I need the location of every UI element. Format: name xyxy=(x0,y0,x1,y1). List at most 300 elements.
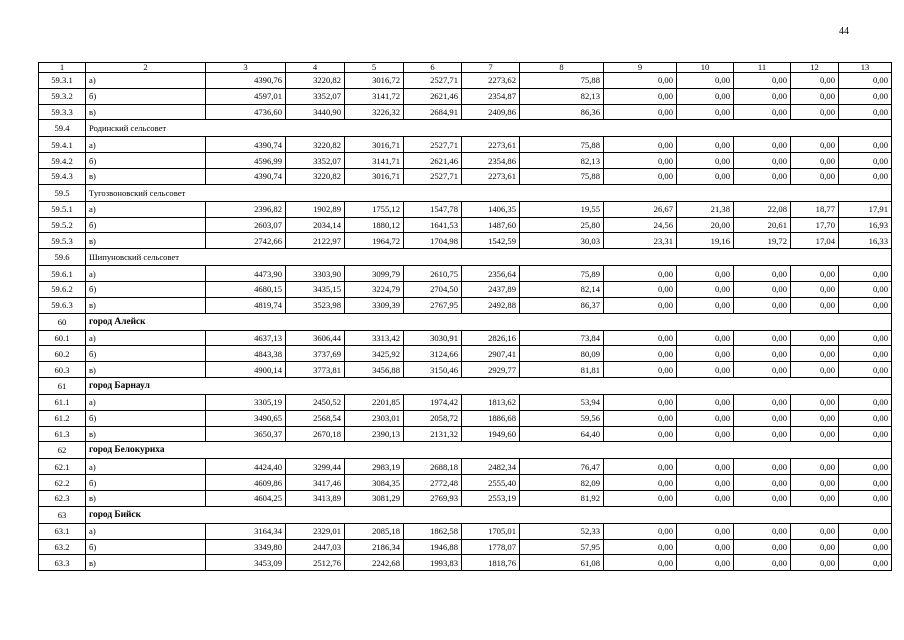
value-cell: 0,00 xyxy=(604,362,677,378)
value-cell: 0,00 xyxy=(734,104,791,120)
row-variant: б) xyxy=(86,475,206,491)
row-variant: в) xyxy=(86,490,206,506)
value-cell: 3352,07 xyxy=(286,153,345,169)
value-cell: 0,00 xyxy=(604,426,677,442)
value-cell: 3453,09 xyxy=(206,555,286,571)
page-number: 44 xyxy=(839,26,849,37)
value-cell: 0,00 xyxy=(839,410,892,426)
value-cell: 0,00 xyxy=(839,73,892,89)
row-variant: в) xyxy=(86,362,206,378)
value-cell: 2621,46 xyxy=(404,88,462,104)
value-cell: 76,47 xyxy=(520,459,604,475)
value-cell: 3084,35 xyxy=(345,475,404,491)
table-row xyxy=(39,281,892,297)
value-cell: 0,00 xyxy=(791,555,839,571)
value-cell: 2058,72 xyxy=(404,410,462,426)
value-cell: 4424,40 xyxy=(206,459,286,475)
value-cell: 0,00 xyxy=(604,281,677,297)
value-cell: 4736,60 xyxy=(206,104,286,120)
value-cell: 2273,61 xyxy=(462,168,520,184)
value-cell: 0,00 xyxy=(677,394,734,410)
value-cell: 2122,97 xyxy=(286,233,345,249)
section-row xyxy=(39,120,892,137)
value-cell: 0,00 xyxy=(791,88,839,104)
value-cell: 0,00 xyxy=(734,297,791,313)
value-cell: 20,00 xyxy=(677,217,734,233)
value-cell: 1946,88 xyxy=(404,539,462,555)
value-cell: 2186,34 xyxy=(345,539,404,555)
section-row xyxy=(39,313,892,330)
value-cell: 0,00 xyxy=(604,459,677,475)
column-header: 3 xyxy=(206,63,286,73)
value-cell: 0,00 xyxy=(604,153,677,169)
value-cell: 0,00 xyxy=(604,73,677,89)
table-body xyxy=(39,73,892,571)
table-row xyxy=(39,475,892,491)
value-cell: 17,91 xyxy=(839,201,892,217)
table-row xyxy=(39,394,892,410)
value-cell: 3349,80 xyxy=(206,539,286,555)
value-cell: 4819,74 xyxy=(206,297,286,313)
value-cell: 3650,37 xyxy=(206,426,286,442)
table-row xyxy=(39,346,892,362)
value-cell: 0,00 xyxy=(839,459,892,475)
value-cell: 0,00 xyxy=(604,394,677,410)
section-code: 61 xyxy=(39,377,86,394)
value-cell: 0,00 xyxy=(677,346,734,362)
value-cell: 2527,71 xyxy=(404,137,462,153)
value-cell: 1755,12 xyxy=(345,201,404,217)
value-cell: 3417,46 xyxy=(286,475,345,491)
value-cell: 0,00 xyxy=(791,266,839,282)
value-cell: 0,00 xyxy=(734,459,791,475)
value-cell: 3164,34 xyxy=(206,523,286,539)
value-cell: 1705,01 xyxy=(462,523,520,539)
value-cell: 2437,89 xyxy=(462,281,520,297)
value-cell: 2512,76 xyxy=(286,555,345,571)
value-cell: 1818,76 xyxy=(462,555,520,571)
value-cell: 3303,90 xyxy=(286,266,345,282)
value-cell: 59,56 xyxy=(520,410,604,426)
value-cell: 2568,54 xyxy=(286,410,345,426)
value-cell: 0,00 xyxy=(839,426,892,442)
value-cell: 0,00 xyxy=(791,475,839,491)
value-cell: 0,00 xyxy=(839,523,892,539)
value-cell: 3220,82 xyxy=(286,73,345,89)
value-cell: 3490,65 xyxy=(206,410,286,426)
column-header: 8 xyxy=(520,63,604,73)
value-cell: 0,00 xyxy=(677,523,734,539)
value-cell: 0,00 xyxy=(839,88,892,104)
table-row xyxy=(39,266,892,282)
value-cell: 1993,83 xyxy=(404,555,462,571)
value-cell: 2492,88 xyxy=(462,297,520,313)
value-cell: 0,00 xyxy=(604,168,677,184)
value-cell: 0,00 xyxy=(791,523,839,539)
value-cell: 3435,15 xyxy=(286,281,345,297)
value-cell: 0,00 xyxy=(839,168,892,184)
value-cell: 0,00 xyxy=(734,555,791,571)
row-code: 59.6.3 xyxy=(39,297,86,313)
value-cell: 4637,13 xyxy=(206,330,286,346)
value-cell: 2769,93 xyxy=(404,490,462,506)
value-cell: 2329,01 xyxy=(286,523,345,539)
value-cell: 0,00 xyxy=(734,346,791,362)
value-cell: 0,00 xyxy=(839,475,892,491)
value-cell: 4473,90 xyxy=(206,266,286,282)
table-row xyxy=(39,137,892,153)
value-cell: 3352,07 xyxy=(286,88,345,104)
row-variant: б) xyxy=(86,346,206,362)
section-row xyxy=(39,442,892,459)
row-variant: а) xyxy=(86,266,206,282)
value-cell: 0,00 xyxy=(839,266,892,282)
value-cell: 0,00 xyxy=(604,88,677,104)
value-cell: 0,00 xyxy=(677,73,734,89)
value-cell: 2482,34 xyxy=(462,459,520,475)
row-code: 61.1 xyxy=(39,394,86,410)
value-cell: 3016,72 xyxy=(345,73,404,89)
table-row xyxy=(39,233,892,249)
row-variant: в) xyxy=(86,104,206,120)
value-cell: 75,88 xyxy=(520,137,604,153)
value-cell: 2555,40 xyxy=(462,475,520,491)
row-variant: б) xyxy=(86,539,206,555)
section-row xyxy=(39,506,892,523)
value-cell: 2201,85 xyxy=(345,394,404,410)
value-cell: 0,00 xyxy=(839,362,892,378)
value-cell: 2273,61 xyxy=(462,137,520,153)
value-cell: 1813,62 xyxy=(462,394,520,410)
value-cell: 2085,18 xyxy=(345,523,404,539)
value-cell: 2356,64 xyxy=(462,266,520,282)
value-cell: 0,00 xyxy=(734,539,791,555)
value-cell: 0,00 xyxy=(791,394,839,410)
value-cell: 1949,60 xyxy=(462,426,520,442)
value-cell: 4390,74 xyxy=(206,137,286,153)
value-cell: 2684,91 xyxy=(404,104,462,120)
value-cell: 0,00 xyxy=(677,555,734,571)
table-row xyxy=(39,539,892,555)
column-header: 5 xyxy=(345,63,404,73)
table-row xyxy=(39,459,892,475)
value-cell: 0,00 xyxy=(604,555,677,571)
value-cell: 1542,59 xyxy=(462,233,520,249)
value-cell: 0,00 xyxy=(839,137,892,153)
section-code: 63 xyxy=(39,506,86,523)
row-code: 61.3 xyxy=(39,426,86,442)
value-cell: 80,09 xyxy=(520,346,604,362)
value-cell: 3425,92 xyxy=(345,346,404,362)
value-cell: 3124,66 xyxy=(404,346,462,362)
row-variant: а) xyxy=(86,523,206,539)
value-cell: 24,56 xyxy=(604,217,677,233)
row-variant: а) xyxy=(86,459,206,475)
value-cell: 22,08 xyxy=(734,201,791,217)
value-cell: 0,00 xyxy=(677,362,734,378)
value-cell: 0,00 xyxy=(791,168,839,184)
value-cell: 3030,91 xyxy=(404,330,462,346)
table-row xyxy=(39,104,892,120)
value-cell: 0,00 xyxy=(677,88,734,104)
value-cell: 1964,72 xyxy=(345,233,404,249)
value-cell: 4390,74 xyxy=(206,168,286,184)
section-title: Тугозвоновский сельсовет xyxy=(86,184,892,201)
table-row xyxy=(39,153,892,169)
value-cell: 57,95 xyxy=(520,539,604,555)
value-cell: 3141,71 xyxy=(345,153,404,169)
row-variant: в) xyxy=(86,233,206,249)
value-cell: 1974,42 xyxy=(404,394,462,410)
value-cell: 3081,29 xyxy=(345,490,404,506)
value-cell: 2621,46 xyxy=(404,153,462,169)
row-variant: б) xyxy=(86,410,206,426)
value-cell: 0,00 xyxy=(604,346,677,362)
row-variant: в) xyxy=(86,297,206,313)
header-row xyxy=(39,63,892,73)
value-cell: 0,00 xyxy=(791,362,839,378)
value-cell: 4596,99 xyxy=(206,153,286,169)
value-cell: 2929,77 xyxy=(462,362,520,378)
value-cell: 0,00 xyxy=(604,490,677,506)
value-cell: 0,00 xyxy=(791,137,839,153)
row-code: 60.3 xyxy=(39,362,86,378)
value-cell: 0,00 xyxy=(677,330,734,346)
value-cell: 3456,88 xyxy=(345,362,404,378)
value-cell: 0,00 xyxy=(677,168,734,184)
value-cell: 2688,18 xyxy=(404,459,462,475)
value-cell: 23,31 xyxy=(604,233,677,249)
value-cell: 0,00 xyxy=(677,426,734,442)
value-cell: 75,88 xyxy=(520,168,604,184)
value-cell: 0,00 xyxy=(791,297,839,313)
row-code: 59.5.2 xyxy=(39,217,86,233)
table-row xyxy=(39,330,892,346)
column-header: 2 xyxy=(86,63,206,73)
value-cell: 82,13 xyxy=(520,88,604,104)
value-cell: 0,00 xyxy=(604,104,677,120)
value-cell: 82,09 xyxy=(520,475,604,491)
value-cell: 0,00 xyxy=(839,539,892,555)
value-cell: 3150,46 xyxy=(404,362,462,378)
value-cell: 2610,75 xyxy=(404,266,462,282)
value-cell: 17,04 xyxy=(791,233,839,249)
value-cell: 3016,71 xyxy=(345,137,404,153)
value-cell: 0,00 xyxy=(791,153,839,169)
value-cell: 81,81 xyxy=(520,362,604,378)
row-code: 60.1 xyxy=(39,330,86,346)
value-cell: 2527,71 xyxy=(404,168,462,184)
value-cell: 86,36 xyxy=(520,104,604,120)
row-code: 63.2 xyxy=(39,539,86,555)
value-cell: 0,00 xyxy=(791,490,839,506)
value-cell: 0,00 xyxy=(677,153,734,169)
value-cell: 0,00 xyxy=(734,266,791,282)
value-cell: 0,00 xyxy=(677,281,734,297)
value-cell: 0,00 xyxy=(604,539,677,555)
table-row xyxy=(39,297,892,313)
value-cell: 0,00 xyxy=(839,281,892,297)
value-cell: 3220,82 xyxy=(286,168,345,184)
section-title: Шипуновский сельсовет xyxy=(86,249,892,266)
section-title: Родинский сельсовет xyxy=(86,120,892,137)
value-cell: 3309,39 xyxy=(345,297,404,313)
row-variant: в) xyxy=(86,426,206,442)
value-cell: 0,00 xyxy=(677,266,734,282)
row-code: 63.1 xyxy=(39,523,86,539)
table-row xyxy=(39,426,892,442)
value-cell: 2354,87 xyxy=(462,88,520,104)
tariff-table xyxy=(38,62,892,571)
value-cell: 3440,90 xyxy=(286,104,345,120)
value-cell: 4604,25 xyxy=(206,490,286,506)
row-variant: б) xyxy=(86,217,206,233)
column-header: 11 xyxy=(734,63,791,73)
value-cell: 0,00 xyxy=(604,523,677,539)
value-cell: 2409,86 xyxy=(462,104,520,120)
table-row xyxy=(39,362,892,378)
value-cell: 0,00 xyxy=(839,394,892,410)
value-cell: 19,55 xyxy=(520,201,604,217)
table-row xyxy=(39,201,892,217)
value-cell: 1778,07 xyxy=(462,539,520,555)
value-cell: 2527,71 xyxy=(404,73,462,89)
table-row xyxy=(39,490,892,506)
row-code: 59.6.2 xyxy=(39,281,86,297)
value-cell: 2242,68 xyxy=(345,555,404,571)
value-cell: 2450,52 xyxy=(286,394,345,410)
value-cell: 1880,12 xyxy=(345,217,404,233)
value-cell: 73,84 xyxy=(520,330,604,346)
value-cell: 0,00 xyxy=(677,490,734,506)
value-cell: 0,00 xyxy=(604,266,677,282)
value-cell: 3413,89 xyxy=(286,490,345,506)
value-cell: 0,00 xyxy=(734,426,791,442)
value-cell: 3305,19 xyxy=(206,394,286,410)
value-cell: 82,13 xyxy=(520,153,604,169)
row-code: 59.3.1 xyxy=(39,73,86,89)
value-cell: 3224,79 xyxy=(345,281,404,297)
value-cell: 0,00 xyxy=(677,410,734,426)
value-cell: 0,00 xyxy=(791,104,839,120)
table-row xyxy=(39,73,892,89)
table-row xyxy=(39,168,892,184)
value-cell: 1902,89 xyxy=(286,201,345,217)
value-cell: 1547,78 xyxy=(404,201,462,217)
row-code: 60.2 xyxy=(39,346,86,362)
value-cell: 1862,58 xyxy=(404,523,462,539)
row-code: 59.4.3 xyxy=(39,168,86,184)
value-cell: 0,00 xyxy=(839,346,892,362)
value-cell: 3313,42 xyxy=(345,330,404,346)
row-code: 63.3 xyxy=(39,555,86,571)
column-header: 12 xyxy=(791,63,839,73)
value-cell: 0,00 xyxy=(791,410,839,426)
section-code: 60 xyxy=(39,313,86,330)
value-cell: 0,00 xyxy=(604,330,677,346)
row-code: 62.2 xyxy=(39,475,86,491)
value-cell: 0,00 xyxy=(791,459,839,475)
value-cell: 1704,98 xyxy=(404,233,462,249)
value-cell: 19,72 xyxy=(734,233,791,249)
section-row xyxy=(39,377,892,394)
value-cell: 3220,82 xyxy=(286,137,345,153)
value-cell: 20,61 xyxy=(734,217,791,233)
value-cell: 52,33 xyxy=(520,523,604,539)
row-code: 59.4.2 xyxy=(39,153,86,169)
value-cell: 75,88 xyxy=(520,73,604,89)
value-cell: 2670,18 xyxy=(286,426,345,442)
section-title: город Алейск xyxy=(86,313,892,330)
value-cell: 75,89 xyxy=(520,266,604,282)
value-cell: 3226,32 xyxy=(345,104,404,120)
value-cell: 2742,66 xyxy=(206,233,286,249)
row-variant: а) xyxy=(86,201,206,217)
value-cell: 4900,14 xyxy=(206,362,286,378)
value-cell: 1406,35 xyxy=(462,201,520,217)
section-code: 59.6 xyxy=(39,249,86,266)
row-variant: б) xyxy=(86,153,206,169)
row-variant: а) xyxy=(86,137,206,153)
value-cell: 0,00 xyxy=(791,281,839,297)
value-cell: 0,00 xyxy=(677,104,734,120)
value-cell: 4843,38 xyxy=(206,346,286,362)
value-cell: 2704,50 xyxy=(404,281,462,297)
value-cell: 2603,07 xyxy=(206,217,286,233)
section-code: 59.5 xyxy=(39,184,86,201)
value-cell: 2034,14 xyxy=(286,217,345,233)
value-cell: 0,00 xyxy=(734,394,791,410)
column-header: 6 xyxy=(404,63,462,73)
row-code: 61.2 xyxy=(39,410,86,426)
value-cell: 4609,86 xyxy=(206,475,286,491)
section-row xyxy=(39,249,892,266)
table-row xyxy=(39,523,892,539)
value-cell: 0,00 xyxy=(839,104,892,120)
section-title: город Барнаул xyxy=(86,377,892,394)
row-variant: б) xyxy=(86,88,206,104)
row-variant: а) xyxy=(86,394,206,410)
value-cell: 0,00 xyxy=(734,475,791,491)
value-cell: 2553,19 xyxy=(462,490,520,506)
value-cell: 0,00 xyxy=(791,73,839,89)
section-title: город Белокуриха xyxy=(86,442,892,459)
value-cell: 2826,16 xyxy=(462,330,520,346)
value-cell: 0,00 xyxy=(734,410,791,426)
value-cell: 0,00 xyxy=(734,362,791,378)
column-header: 4 xyxy=(286,63,345,73)
value-cell: 0,00 xyxy=(734,137,791,153)
row-variant: а) xyxy=(86,73,206,89)
value-cell: 3523,98 xyxy=(286,297,345,313)
column-header: 7 xyxy=(462,63,520,73)
row-code: 59.5.1 xyxy=(39,201,86,217)
value-cell: 0,00 xyxy=(734,73,791,89)
value-cell: 0,00 xyxy=(734,490,791,506)
value-cell: 4680,15 xyxy=(206,281,286,297)
value-cell: 3141,72 xyxy=(345,88,404,104)
value-cell: 3299,44 xyxy=(286,459,345,475)
value-cell: 2354,86 xyxy=(462,153,520,169)
value-cell: 0,00 xyxy=(734,330,791,346)
value-cell: 0,00 xyxy=(677,539,734,555)
value-cell: 0,00 xyxy=(791,346,839,362)
section-row xyxy=(39,184,892,201)
section-code: 59.4 xyxy=(39,120,86,137)
value-cell: 4390,76 xyxy=(206,73,286,89)
value-cell: 0,00 xyxy=(839,297,892,313)
value-cell: 0,00 xyxy=(839,555,892,571)
